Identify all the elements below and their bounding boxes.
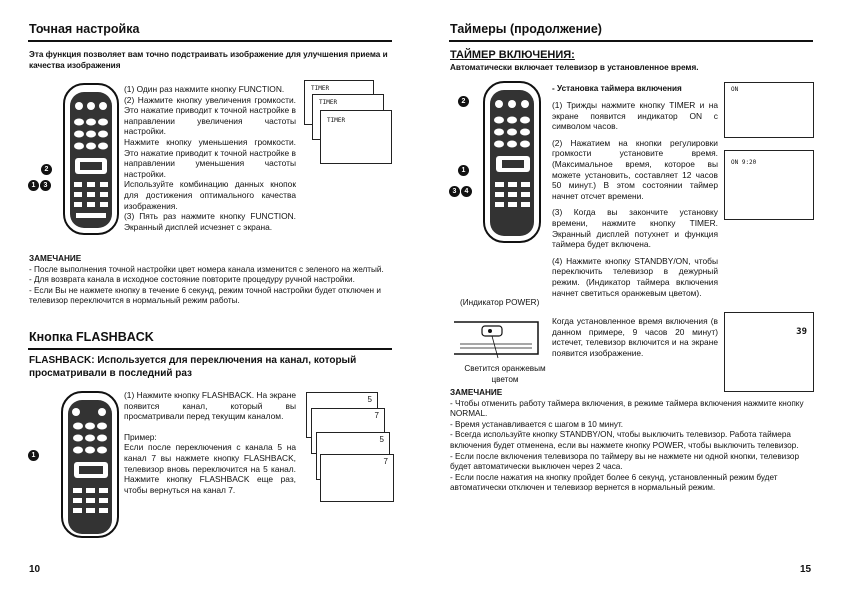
intro-text: Эта функция позволяет вам точно подстраивать изображение для улучшения приема и качества изображения — [29, 50, 388, 70]
callout-2-icon: 2 — [458, 96, 469, 107]
note-line: - Если Вы не нажмете кнопку в течение 6 секунд, режим точной настройки будет отключен и телевизор переключится в нормальный режим работы. — [29, 285, 381, 306]
step-2: (2) Нажмите кнопку увеличения громкости. Это нажатие приводит к точной настройке в направлении увеличения частоты настройки. — [124, 94, 296, 137]
example-text: Если после переключения с канала 5 на канал 7 вы нажмете кнопку FLASHBACK, телевизор вновь переключится на 5 канал. Нажмите кнопку FLASHBACK еще раз, чтобы вернуться на канал 7. — [124, 442, 296, 495]
remote-control-illustration — [466, 78, 546, 246]
flashback-steps — [124, 390, 296, 495]
note-title: ЗАМЕЧАНИЕ — [29, 254, 82, 263]
note-line: - Если после включения телевизора по таймеру вы не нажмете ни одной кнопки, телевизор будет автоматически выключен через 2 часа. — [450, 451, 800, 472]
timer-step-2: (2) Нажатием на кнопки регулировки громкости установите время. (Максимальное время, которое вы можете установить, составляет 12 часов 50 минут.) В этом состоянии таймер начнет отсчет времени. — [552, 137, 718, 201]
note-line: - Время устанавливается с шагом в 10 минут. — [450, 419, 624, 429]
channel-number: 7 — [383, 457, 388, 466]
note-block — [29, 254, 393, 307]
title-rule — [449, 40, 813, 42]
note-line: - Для возврата канала в исходное состояние повторите процедуру ручной настройки. — [29, 275, 355, 285]
indicator-label: (Индикатор POWER) — [460, 298, 540, 307]
channel-number: 5 — [379, 435, 384, 444]
screen-on-text: ON — [731, 86, 739, 93]
note-line: - Всегда используйте кнопку STANDBY/ON, чтобы выключить телевизор. Работа таймера включения будет отменена, если вы нажмете кнопку POWER, чтобы выключить телевизор. — [450, 430, 799, 450]
timer-steps — [552, 100, 718, 298]
channel-screen — [320, 454, 394, 502]
timer-screen-channel — [724, 312, 814, 392]
timer-step-1: (1) Трижды нажмите кнопку TIMER и на экране появится индикатор ON с символом часов. — [552, 100, 718, 132]
flashback-step-1: (1) Нажмите кнопку FLASHBACK. На экране появится канал, который вы просматривали перед текущим каналом. — [124, 390, 296, 422]
timer-subtitle: ТАЙМЕР ВКЛЮЧЕНИЯ: — [450, 49, 575, 61]
timer-step-3: (3) Когда вы закончите установку времени, нажмите кнопку TIMER. Экранный дисплей потухнет и функция таймера будет включена. — [552, 207, 718, 250]
step-3: (3) Пять раз нажмите кнопку FUNCTION. Экранный дисплей исчезнет с экрана. — [124, 211, 296, 232]
note-title: ЗАМЕЧАНИЕ — [450, 388, 503, 397]
page-title: Таймеры (продолжение) — [450, 22, 602, 36]
callout-3-icon: 3 — [40, 180, 51, 191]
remote-control-illustration-2 — [46, 388, 124, 538]
screen-stack-illustration — [304, 80, 392, 170]
section-title: Кнопка FLASHBACK — [29, 330, 154, 344]
page-number: 15 — [800, 564, 812, 575]
screen-time-text: ON 9:20 — [731, 159, 757, 166]
callout-2-icon: 2 — [41, 164, 52, 175]
screen-channel-text: 39 — [796, 327, 807, 337]
callout-1-icon: 1 — [28, 180, 39, 191]
note-block — [450, 388, 814, 494]
timer-description: Автоматически включает телевизор в установленное время. — [450, 63, 699, 72]
channel-number: 7 — [374, 411, 379, 420]
note-line: - Чтобы отменить работу таймера включения, в режиме таймера включения нажмите кнопку NORMAL. — [450, 398, 804, 419]
indicator-caption: Светится оранжевым цветом — [464, 364, 546, 384]
timer-screen-on — [724, 82, 814, 138]
note-line: - После выполнения точной настройки цвет номера канала изменится с зеленого на желтый. — [29, 264, 384, 274]
callout-1-icon: 1 — [458, 165, 469, 176]
screen-3-text: TIMER — [327, 117, 346, 124]
callout-3-icon: 3 — [449, 186, 460, 197]
instruction-steps — [124, 84, 296, 232]
step-2-combine: Используйте комбинацию данных кнопок для достижения оптимального качества изображения. — [124, 179, 296, 211]
screen-3 — [320, 110, 392, 164]
step-1: (1) Один раз нажмите кнопку FUNCTION. — [124, 84, 285, 94]
screen-2-text: TIMER — [319, 99, 338, 106]
timer-step-5: Когда установленное время включения (в данном примере, 9 часов 20 минут) истечет, телевизор включится и на экране появится изображение. — [552, 316, 718, 358]
timer-step-4: (4) Нажмите кнопку STANDBY/ON, чтобы переключить телевизор в дежурный режим. (Индикатор таймера включения начнет светиться оранжевым цветом). — [552, 255, 718, 298]
timer-screen-time — [724, 150, 814, 220]
page-title: Точная настройка — [29, 22, 140, 36]
note-line: - Если после нажатия на кнопку пройдет более 6 секунд, установленный режим будет автоматически отключен и телевизор вернется в нормальный режим. — [450, 472, 778, 493]
remote-control-illustration — [46, 78, 124, 238]
tv-front-panel-illustration — [452, 314, 540, 360]
callout-4-icon: 4 — [461, 186, 472, 197]
channel-screen-illustration — [306, 392, 396, 512]
page-number: 10 — [29, 564, 41, 575]
screen-1-text: TIMER — [311, 85, 330, 92]
setup-title: - Установка таймера включения — [552, 84, 682, 93]
step-2-decrease: Нажмите кнопку уменьшения громкости. Это нажатие приводит к точной настройке в направлении уменьшения частоты настройки. — [124, 136, 296, 179]
section-rule — [28, 348, 392, 350]
flashback-intro: FLASHBACK: Используется для переключения на канал, который просматривали в последний раз — [29, 355, 357, 379]
channel-number: 5 — [367, 395, 372, 404]
example-label: Пример: — [124, 431, 157, 442]
title-rule — [28, 40, 392, 42]
callout-1-icon: 1 — [28, 450, 39, 461]
